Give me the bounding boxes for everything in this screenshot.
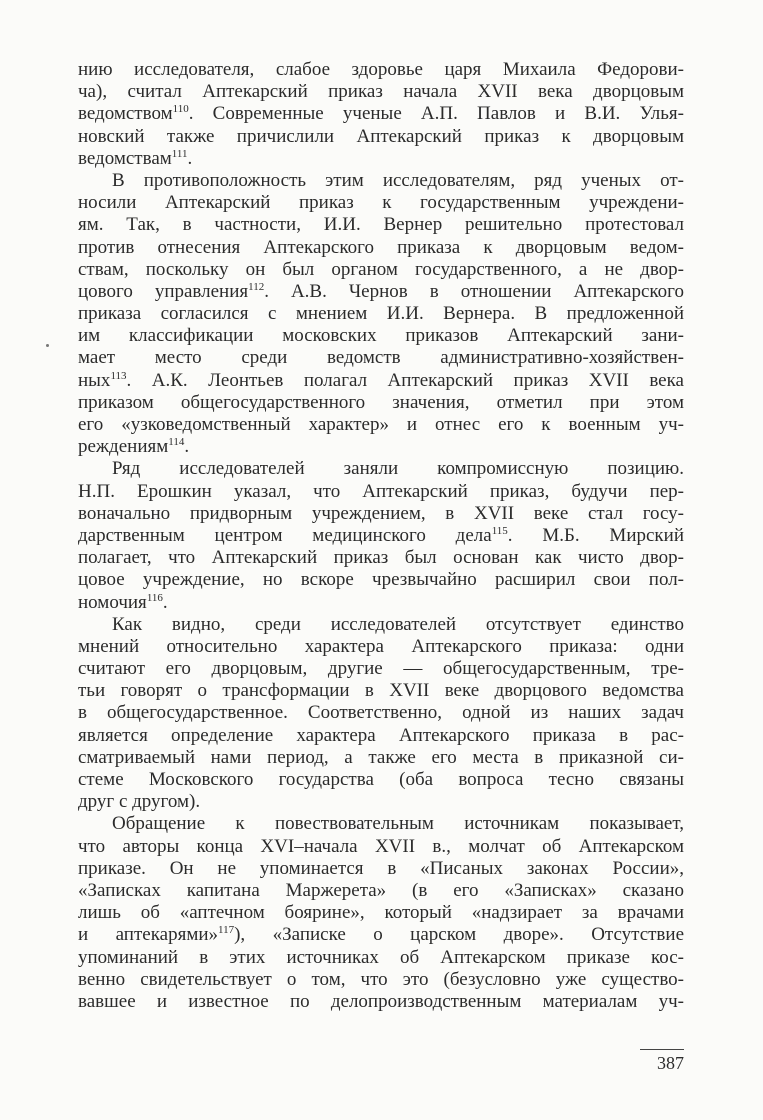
text-line bbox=[78, 725, 684, 747]
text-line bbox=[78, 791, 684, 813]
text-segment: дарственным центром медицинского дела bbox=[78, 524, 492, 546]
text-segment: Как видно, среди исследователей отсутствует единство bbox=[112, 613, 684, 635]
text-segment: Ряд исследователей заняли компромиссную позицию. bbox=[112, 458, 684, 480]
text-line bbox=[78, 680, 684, 702]
text-segment: тьи говорят о трансформации в XVII веке дворцового ведомства bbox=[78, 680, 684, 702]
paragraph bbox=[78, 59, 684, 170]
text-segment: нию исследователя, слабое здоровье царя Михаила Федорови- bbox=[78, 59, 684, 80]
text-segment: что авторы конца XVI–начала XVII в., молчат об Аптекарском bbox=[78, 835, 684, 857]
footnote-ref: 116 bbox=[146, 591, 163, 604]
text-line bbox=[78, 214, 684, 236]
text-segment: ча), считал Аптекарский приказ начала XVII века дворцовым bbox=[78, 81, 684, 103]
text-segment: номочия bbox=[78, 591, 147, 613]
text-segment: Н.П. Ерошкин указал, что Аптекарский приказ, будучи пер- bbox=[78, 480, 684, 502]
text-line bbox=[78, 392, 684, 414]
paragraph bbox=[78, 813, 684, 1013]
text-line bbox=[78, 458, 684, 480]
text-segment: мнений относительно характера Аптекарского приказа: одни bbox=[78, 635, 684, 657]
text-line bbox=[78, 658, 684, 680]
text-line bbox=[78, 947, 684, 969]
scan-speck bbox=[46, 344, 49, 347]
text-line bbox=[78, 547, 684, 569]
text-segment: ных bbox=[78, 369, 111, 391]
text-segment: лишь об «аптечном боярине», который «надзирает за врачами bbox=[78, 902, 684, 924]
text-segment: в общегосударственное. Соответственно, одной из наших задач bbox=[78, 702, 684, 724]
text-segment: ведомствам bbox=[78, 147, 172, 169]
text-line bbox=[78, 880, 684, 902]
text-line bbox=[78, 103, 684, 125]
text-line bbox=[78, 126, 684, 148]
text-segment: . А.В. Чернов в отношении Аптекарского bbox=[264, 280, 684, 302]
paragraph bbox=[78, 170, 684, 458]
footnote-ref: 114 bbox=[168, 436, 185, 449]
text-segment: Обращение к повествовательным источникам показывает, bbox=[112, 813, 684, 835]
paragraph bbox=[78, 458, 684, 613]
text-segment: венно свидетельствует о том, что это (безусловно уже существо- bbox=[78, 968, 684, 990]
text-line bbox=[78, 170, 684, 192]
text-segment: цового управления bbox=[78, 280, 249, 302]
text-line bbox=[78, 769, 684, 791]
text-line bbox=[78, 303, 684, 325]
text-segment: новский также причислили Аптекарский приказ к дворцовым bbox=[78, 125, 684, 147]
text-segment: против отнесения Аптекарского приказа к дворцовым ведом- bbox=[78, 236, 684, 258]
text-line bbox=[78, 702, 684, 724]
footnote-ref: 117 bbox=[218, 924, 235, 937]
footnote-ref: 115 bbox=[491, 524, 508, 537]
text-segment: ям. Так, в частности, И.И. Вернер решительно протестовал bbox=[78, 214, 684, 236]
text-segment: является определение характера Аптекарского приказа в рас- bbox=[78, 724, 684, 746]
text-line bbox=[78, 259, 684, 281]
paragraph bbox=[78, 614, 684, 814]
text-segment: полагает, что Аптекарский приказ был основан как чисто двор- bbox=[78, 547, 684, 569]
text-segment: стеме Московского государства (оба вопроса тесно связаны bbox=[78, 769, 684, 790]
text-line bbox=[78, 503, 684, 525]
footnote-ref: 112 bbox=[248, 280, 265, 293]
text-segment: считают его дворцовым, другие — общегосударственным, тре- bbox=[78, 658, 684, 680]
text-line bbox=[78, 414, 684, 436]
text-line bbox=[78, 636, 684, 658]
text-segment: им классификации московских приказов Аптекарский зани- bbox=[78, 325, 684, 347]
text-line bbox=[78, 370, 684, 392]
text-line bbox=[78, 436, 684, 458]
text-segment: и аптекарями» bbox=[78, 924, 219, 946]
text-line bbox=[78, 569, 684, 591]
text-segment: воначально придворным учреждением, в XVII веке стал госу- bbox=[78, 502, 684, 524]
text-segment: приказом общегосударственного значения, отметил при этом bbox=[78, 391, 684, 413]
text-line bbox=[78, 969, 684, 991]
text-line bbox=[78, 592, 684, 614]
text-line bbox=[78, 325, 684, 347]
text-segment: В противоположность этим исследователям, ряд ученых от- bbox=[112, 169, 684, 191]
text-segment: ведомством bbox=[78, 103, 173, 125]
text-line bbox=[78, 614, 684, 636]
text-line bbox=[78, 525, 684, 547]
footnote-ref: 111 bbox=[171, 147, 188, 160]
text-segment: ствам, поскольку он был органом государственного, а не двор- bbox=[78, 258, 684, 280]
text-line bbox=[78, 148, 684, 170]
text-segment: цовое учреждение, но вскоре чрезвычайно расширил свои пол- bbox=[78, 569, 684, 591]
text-line bbox=[78, 481, 684, 503]
text-segment: друг с другом). bbox=[78, 791, 201, 813]
text-segment: . М.Б. Мирский bbox=[507, 524, 684, 546]
text-segment: сматриваемый нами период, а также его места в приказной си- bbox=[78, 746, 684, 768]
text-segment: . Современные ученые А.П. Павлов и В.И. Улья- bbox=[188, 103, 684, 125]
text-segment: «Записках капитана Маржерета» (в его «Записках» сказано bbox=[78, 879, 684, 901]
page-body bbox=[78, 59, 684, 1013]
page-number: 387 bbox=[640, 1049, 684, 1074]
text-segment: реждениям bbox=[78, 436, 169, 458]
text-line bbox=[78, 836, 684, 858]
text-segment: . А.К. Леонтьев полагал Аптекарский приказ XVII века bbox=[126, 369, 684, 391]
text-segment: вавшее и известное по делопроизводственным материалам уч- bbox=[78, 990, 684, 1012]
text-line bbox=[78, 192, 684, 214]
text-segment: упоминаний в этих источниках об Аптекарском приказе кос- bbox=[78, 946, 684, 968]
text-line bbox=[78, 813, 684, 835]
text-line bbox=[78, 991, 684, 1013]
text-segment: мает место среди ведомств административно-хозяйствен- bbox=[78, 347, 684, 369]
text-segment: . bbox=[184, 436, 190, 458]
text-segment: . bbox=[187, 147, 193, 169]
text-line bbox=[78, 281, 684, 303]
text-segment: приказа согласился с мнением И.И. Вернера. В предложенной bbox=[78, 303, 684, 325]
text-line bbox=[78, 924, 684, 946]
text-segment: приказе. Он не упоминается в «Писаных законах России», bbox=[78, 857, 684, 879]
footnote-ref: 113 bbox=[110, 369, 127, 382]
text-line bbox=[78, 347, 684, 369]
text-line bbox=[78, 81, 684, 103]
text-segment: ), «Записке о царском дворе». Отсутствие bbox=[234, 924, 684, 946]
text-segment: носили Аптекарский приказ к государственным учреждени- bbox=[78, 192, 684, 214]
footnote-ref: 110 bbox=[172, 103, 189, 116]
text-line bbox=[78, 237, 684, 259]
text-line bbox=[78, 59, 684, 81]
text-segment: . bbox=[162, 591, 168, 613]
text-line bbox=[78, 747, 684, 769]
text-segment: его «узковедомственный характер» и отнес его к военным уч- bbox=[78, 414, 684, 435]
text-line bbox=[78, 858, 684, 880]
text-line bbox=[78, 902, 684, 924]
